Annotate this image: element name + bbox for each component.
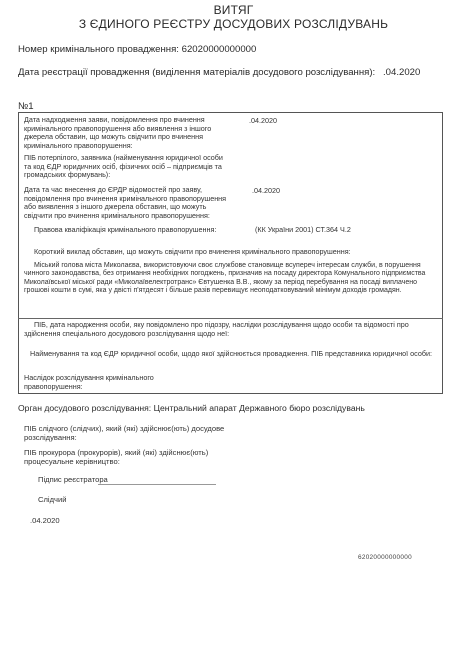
case-number-label: Номер кримінального провадження: — [18, 44, 179, 55]
registrar-signature-line — [98, 484, 216, 485]
section-number: №1 — [18, 101, 34, 112]
outcome-label: Наслідок розслідування кримінального правопорушення: — [24, 373, 154, 391]
entry-date-value: .04.2020 — [252, 186, 280, 195]
investigation-authority: Орган досудового розслідування: Центральний апарат Державного бюро розслідувань — [18, 403, 365, 413]
signature-date: .04.2020 — [30, 516, 60, 525]
entry-date-label: Дата та час внесення до ЄРДР відомостей про заяву, повідомлення про вчинення кримінального правопорушення або виявлення з іншого джерела обставин, що можуть свідчити про вчинення кримінального правопорушення: — [24, 185, 227, 220]
suspect-label: ПІБ, дата народження особи, яку повідомлено про підозру, наслідки розслідування щодо особи та відомості про здійснення спеціального досудового розслідування щодо неї: — [24, 320, 409, 338]
table-divider — [18, 318, 443, 319]
legal-entity-label: Найменування та код ЄДР юридичної особи, щодо якої здійснюється провадження. ПІБ представника юридичної особи: — [30, 349, 432, 358]
report-date-value: .04.2020 — [249, 116, 277, 125]
summary-label: Короткий виклад обставин, що можуть свідчити про вчинення кримінального правопорушення: — [34, 247, 351, 256]
qualification-label: Правова кваліфікація кримінального правопорушення: — [34, 225, 217, 234]
prosecutors-label: ПІБ прокурора (прокурорів), який (які) здійснює(ють) процесуальне керівництво: — [24, 448, 209, 467]
summary-text: Міський голова міста Миколаєва, використовуючи своє службове становище всупереч інтересам служби, в порушення чинного законодавства, без отримання необхідних погоджень, призначив на посаду директора Комунального підприємства Миколаївської міської ради «Миколаївелектротранс» Євтушенка В.В., якому за період перебування на посаді виплачено грошові кошти в сумі, яка у двісті п'ятдесят і більше разів перевищує неоподатковуваний мінімум доходів громадян. — [24, 262, 426, 295]
registration-date-value: .04.2020 — [383, 67, 421, 78]
registrar-signature-label: Підпис реєстратора — [38, 475, 108, 484]
investigators-label: ПІБ слідчого (слідчих), який (які) здійснює(ють) досудове розслідування: — [24, 424, 225, 443]
registration-date-label: Дата реєстрації провадження (виділення матеріалів досудового розслідування): — [18, 67, 376, 78]
case-number-row — [18, 44, 256, 55]
victim-label: ПІБ потерпілого, заявника (найменування юридичної особи та код ЄДР юридичних осіб, фізичних осіб – підприємців та громадських формувань): — [24, 153, 223, 180]
document-subtitle: З ЄДИНОГО РЕЄСТРУ ДОСУДОВИХ РОЗСЛІДУВАНЬ — [78, 17, 389, 31]
footer-document-number: 62020000000000 — [358, 554, 412, 561]
investigator-signature-label: Слідчий — [38, 495, 67, 504]
qualification-value: (КК України 2001) СТ.364 Ч.2 — [255, 225, 351, 234]
report-date-label: Дата надходження заяви, повідомлення про вчинення кримінального правопорушення або виявлення з іншого джерела обставин, що можуть свідчити про вчинення кримінального правопорушення: — [24, 115, 212, 150]
document-title: ВИТЯГ — [213, 3, 254, 17]
case-number-value: 62020000000000 — [181, 44, 257, 55]
